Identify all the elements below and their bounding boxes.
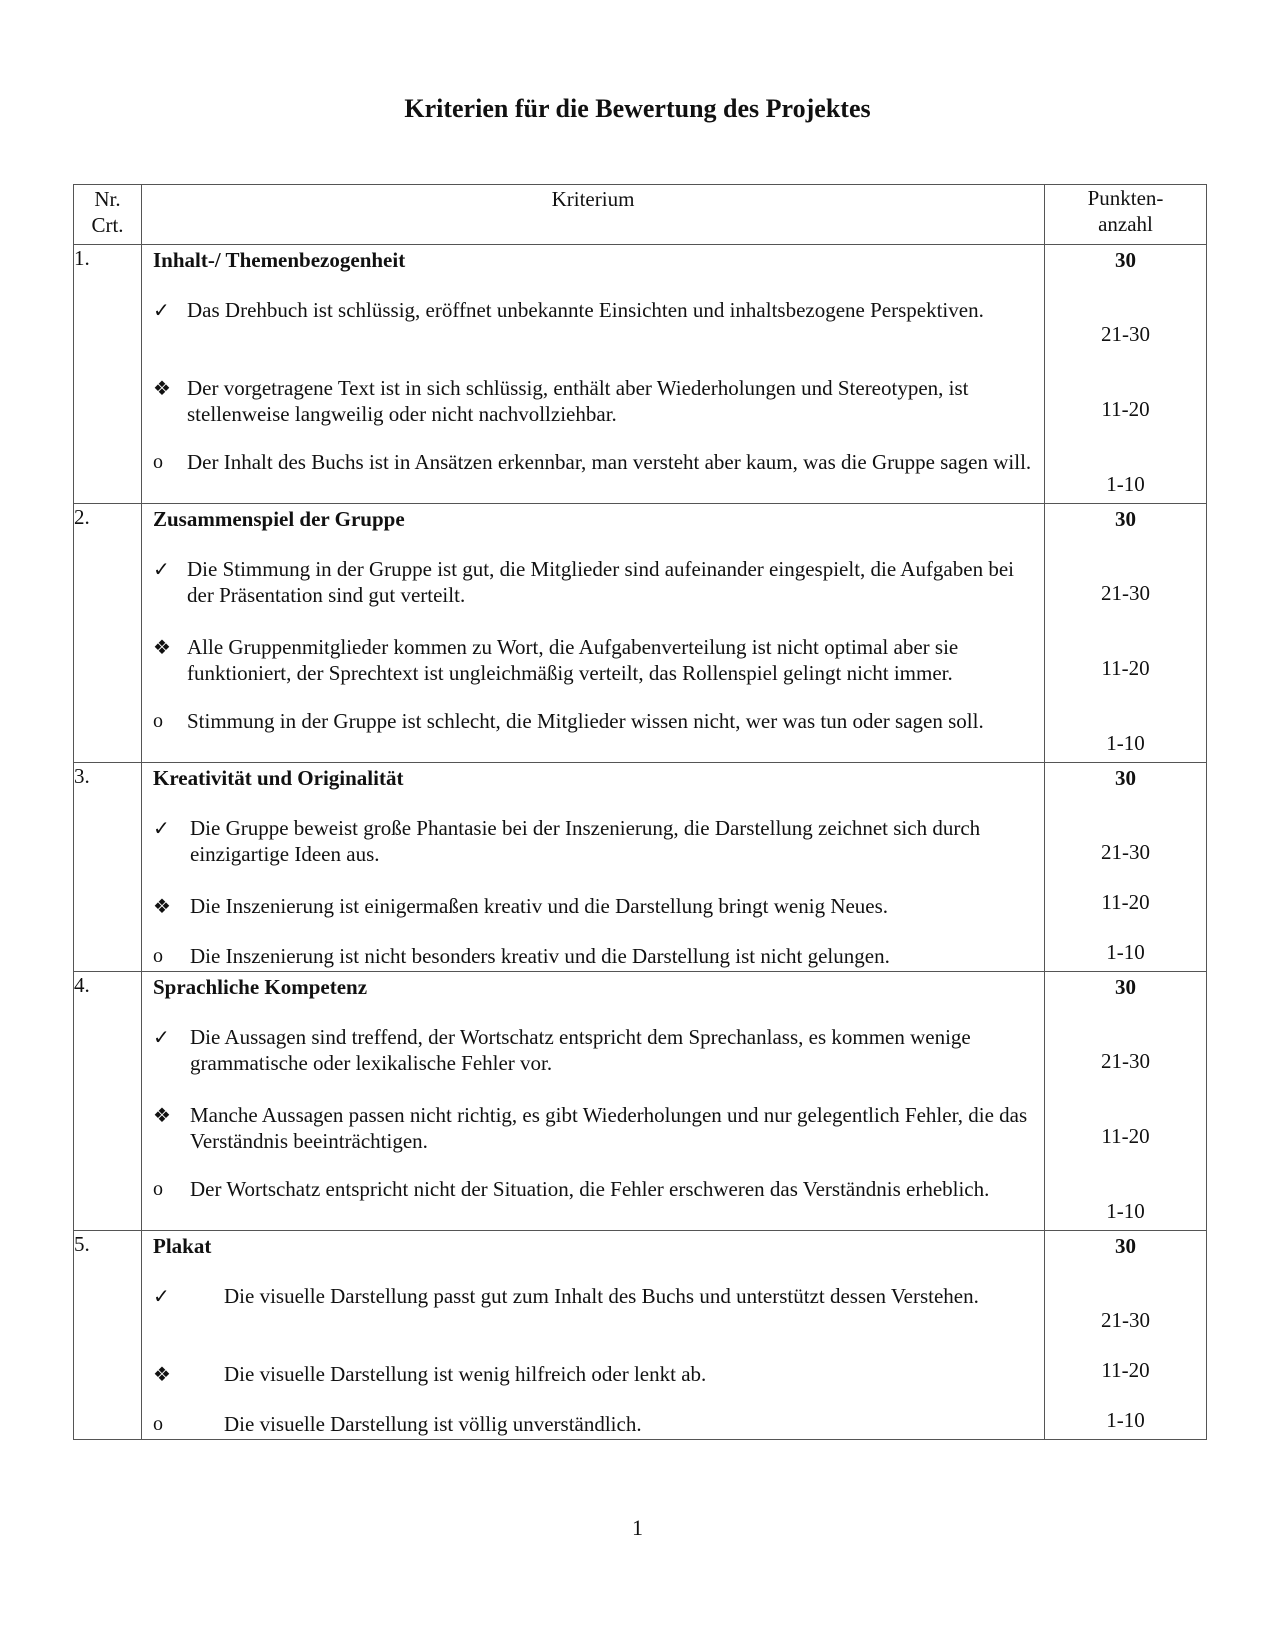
- points-cell: [1045, 504, 1207, 763]
- header-nr-line1: Nr.: [94, 187, 121, 211]
- criterion-text: Stimmung in der Gruppe ist schlecht, die Mitglieder wissen nicht, wer was tun oder sagen soll.: [187, 709, 984, 733]
- criterion-item: [153, 1024, 1036, 1076]
- criterion-text: Der Inhalt des Buchs ist in Ansätzen erkennbar, man versteht aber kaum, was die Gruppe sagen will.: [187, 450, 1032, 474]
- diamond-bullet-icon: ❖: [153, 376, 171, 400]
- points-cell: [1045, 1231, 1207, 1440]
- criteria-table: [73, 184, 1207, 1440]
- criterion-item: [153, 708, 1036, 734]
- criterion-text: Die Inszenierung ist nicht besonders kreativ und die Darstellung ist nicht gelungen.: [190, 944, 890, 968]
- criteria-row: [74, 504, 1207, 763]
- criterion-item: [153, 297, 1036, 323]
- max-points: 30: [1115, 975, 1136, 999]
- criterion-text: Die Inszenierung ist einigermaßen kreativ und die Darstellung bringt wenig Neues.: [190, 894, 889, 918]
- criterion-item: [153, 375, 1036, 427]
- section-number: 4.: [74, 972, 142, 1231]
- section-number: 3.: [74, 763, 142, 972]
- max-points: 30: [1115, 248, 1136, 272]
- criterion-item: [153, 1411, 1036, 1437]
- section-number: 5.: [74, 1231, 142, 1440]
- points-range: 11-20: [1101, 397, 1150, 421]
- circle-bullet-icon: o: [153, 1413, 163, 1435]
- criterion-text: Die visuelle Darstellung passt gut zum Inhalt des Buchs und unterstützt dessen Verstehen.: [224, 1284, 979, 1308]
- criterion-cell: [142, 245, 1045, 504]
- circle-bullet-icon: o: [153, 945, 163, 967]
- max-points: 30: [1115, 766, 1136, 790]
- points-range: 11-20: [1101, 890, 1150, 914]
- points-range: 11-20: [1101, 656, 1150, 680]
- criterion-text: Die visuelle Darstellung ist völlig unverständlich.: [224, 1412, 642, 1436]
- check-icon: ✓: [153, 557, 170, 581]
- diamond-bullet-icon: ❖: [153, 1103, 171, 1127]
- criterion-cell: [142, 504, 1045, 763]
- criterion-text: Die Stimmung in der Gruppe ist gut, die Mitglieder sind aufeinander eingespielt, die Aufgaben bei der Präsentation sind gut verteilt.: [187, 557, 1014, 607]
- criterion-cell: [142, 972, 1045, 1231]
- points-range: 1-10: [1106, 940, 1145, 964]
- diamond-bullet-icon: ❖: [153, 1362, 171, 1386]
- page-title: Kriterien für die Bewertung des Projektes: [404, 94, 871, 123]
- section-number: 1.: [74, 245, 142, 504]
- check-icon: ✓: [153, 816, 170, 840]
- check-icon: ✓: [153, 298, 170, 322]
- circle-bullet-icon: o: [153, 451, 163, 473]
- points-cell: [1045, 972, 1207, 1231]
- criterion-cell: [142, 763, 1045, 972]
- criterion-item: [153, 1283, 1036, 1309]
- criterion-text: Die Gruppe beweist große Phantasie bei der Inszenierung, die Darstellung zeichnet sich durch einzigartige Ideen aus.: [190, 816, 981, 866]
- points-range: 1-10: [1106, 472, 1145, 496]
- points-range: 1-10: [1106, 731, 1145, 755]
- criteria-row: [74, 972, 1207, 1231]
- criterion-item: [153, 943, 1036, 969]
- header-punkte-line1: Punkten-: [1087, 186, 1164, 210]
- points-range: 1-10: [1106, 1199, 1145, 1223]
- max-points: 30: [1115, 1234, 1136, 1258]
- criterion-text: Alle Gruppenmitglieder kommen zu Wort, die Aufgabenverteilung ist nicht optimal aber sie funktioniert, der Sprechtext ist ungleichmäßig verteilt, das Rollenspiel gelingt nicht immer.: [187, 635, 959, 685]
- criterion-text: Der vorgetragene Text ist in sich schlüssig, enthält aber Wiederholungen und Stereotypen, ist stellenweise langweilig oder nicht nachvollziehbar.: [187, 376, 969, 426]
- criterion-cell: [142, 1231, 1045, 1440]
- criterion-item: [153, 893, 1036, 919]
- page-number: 1: [632, 1515, 643, 1540]
- criterion-text: Die Aussagen sind treffend, der Wortschatz entspricht dem Sprechanlass, es kommen wenige grammatische oder lexikalische Fehler vor.: [190, 1025, 971, 1075]
- header-punkte: [1045, 185, 1207, 245]
- points-cell: [1045, 245, 1207, 504]
- criterion-item: [153, 449, 1036, 475]
- section-title: Zusammenspiel der Gruppe: [153, 507, 405, 531]
- circle-bullet-icon: o: [153, 1178, 163, 1200]
- sections-body: [74, 245, 1207, 1440]
- criterion-text: Das Drehbuch ist schlüssig, eröffnet unbekannte Einsichten und inhaltsbezogene Perspektiven.: [187, 298, 984, 322]
- section-title: Sprachliche Kompetenz: [153, 975, 368, 999]
- points-range: 21-30: [1101, 1049, 1150, 1073]
- criterion-item: [153, 1176, 1036, 1202]
- section-title: Inhalt-/ Themenbezogenheit: [153, 248, 406, 272]
- points-cell: [1045, 763, 1207, 972]
- section-title: Kreativität und Originalität: [153, 766, 404, 790]
- max-points: 30: [1115, 507, 1136, 531]
- header-kriterium: Kriterium: [142, 185, 1045, 245]
- criterion-text: Manche Aussagen passen nicht richtig, es gibt Wiederholungen und nur gelegentlich Fehler, die das Verständnis beeinträchtigen.: [190, 1103, 1028, 1153]
- circle-bullet-icon: o: [153, 710, 163, 732]
- points-range: 21-30: [1101, 840, 1150, 864]
- points-range: 11-20: [1101, 1358, 1150, 1382]
- header-nr: [74, 185, 142, 245]
- header-nr-line2: Crt.: [91, 213, 124, 237]
- criterion-item: [153, 634, 1036, 686]
- points-range: 21-30: [1101, 322, 1150, 346]
- diamond-bullet-icon: ❖: [153, 894, 171, 918]
- check-icon: ✓: [153, 1025, 170, 1049]
- criterion-item: [153, 1361, 1036, 1387]
- criteria-row: [74, 763, 1207, 972]
- points-range: 21-30: [1101, 581, 1150, 605]
- section-title: Plakat: [153, 1234, 212, 1258]
- points-range: 21-30: [1101, 1308, 1150, 1332]
- criterion-item: [153, 556, 1036, 608]
- points-range: 11-20: [1101, 1124, 1150, 1148]
- criterion-text: Der Wortschatz entspricht nicht der Situation, die Fehler erschweren das Verständnis erheblich.: [190, 1177, 990, 1201]
- section-number: 2.: [74, 504, 142, 763]
- table-header-row: [74, 185, 1207, 245]
- diamond-bullet-icon: ❖: [153, 635, 171, 659]
- criterion-item: [153, 815, 1036, 867]
- header-punkte-line2: anzahl: [1098, 212, 1153, 236]
- criteria-row: [74, 1231, 1207, 1440]
- criterion-text: Die visuelle Darstellung ist wenig hilfreich oder lenkt ab.: [224, 1362, 707, 1386]
- criteria-row: [74, 245, 1207, 504]
- points-range: 1-10: [1106, 1408, 1145, 1432]
- criterion-item: [153, 1102, 1036, 1154]
- check-icon: ✓: [153, 1284, 170, 1308]
